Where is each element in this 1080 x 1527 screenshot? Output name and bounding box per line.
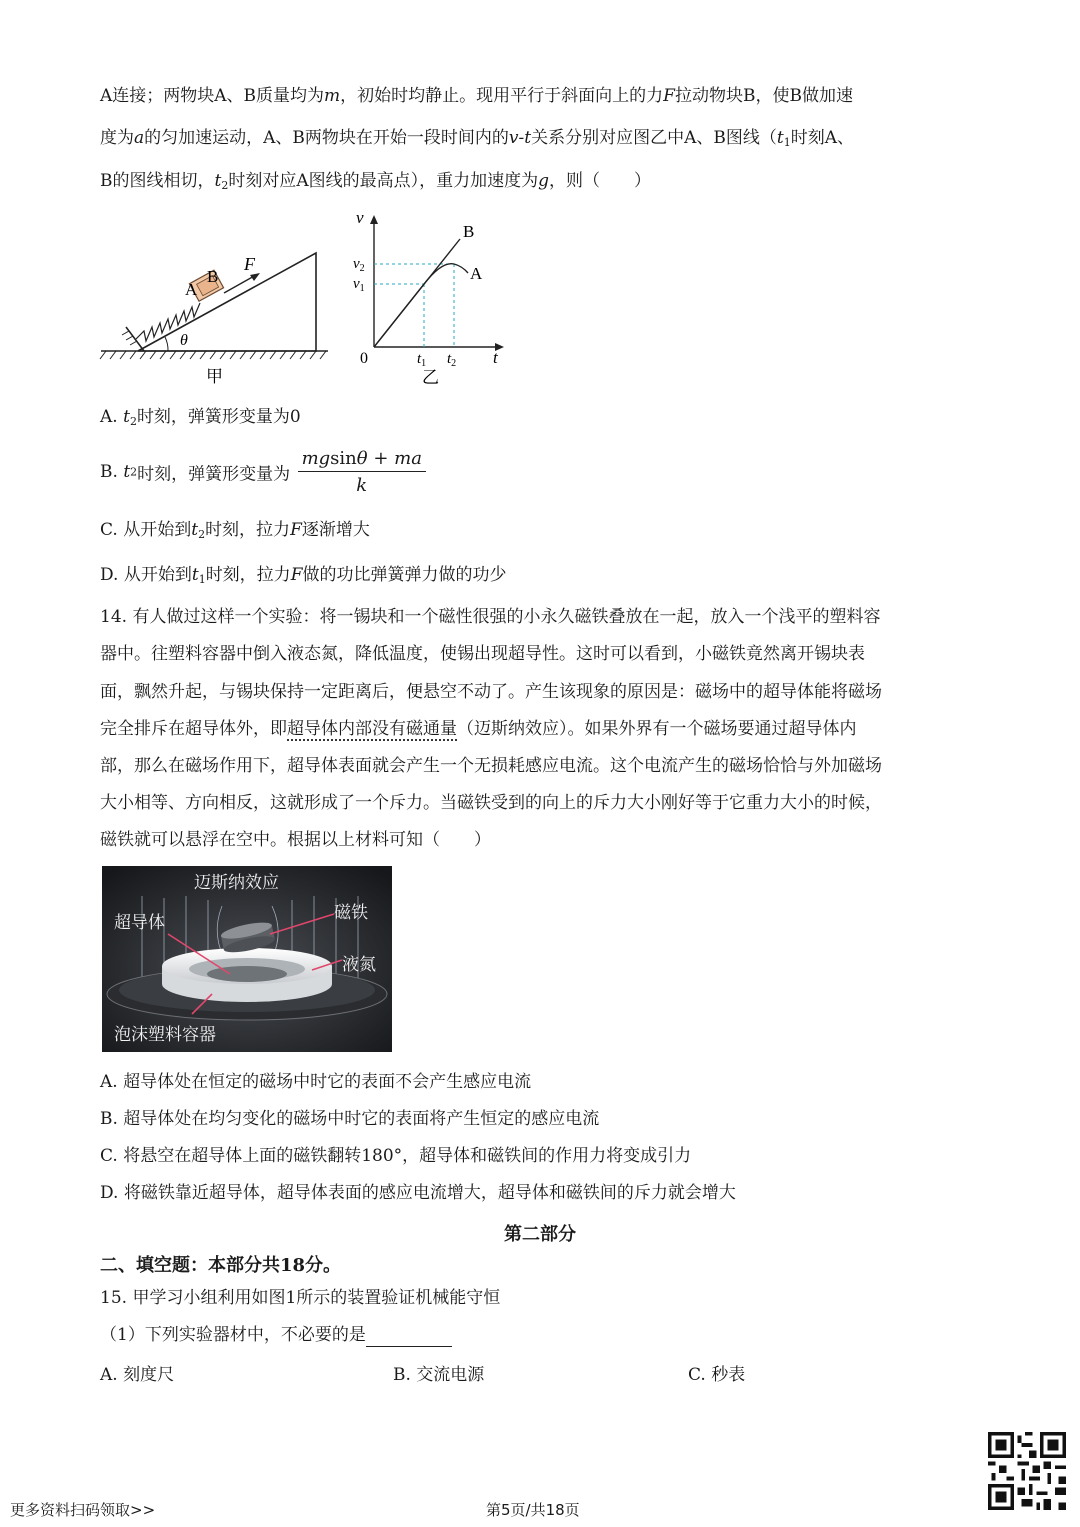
photo-label-container: 泡沫塑料容器 xyxy=(114,1025,216,1045)
q14-option-A: A. 超导体处在恒定的磁场中时它的表面不会产生感应电流 xyxy=(100,1072,532,1092)
q14-option-B: B. 超导体处在均匀变化的磁场中时它的表面将产生恒定的感应电流 xyxy=(100,1109,600,1129)
q14-option-C: C. 将悬空在超导体上面的磁铁翻转180°，超导体和磁铁间的作用力将变成引力 xyxy=(100,1146,692,1166)
q13-option-B: B. t2时刻，弹簧形变量为 $\frac{mgsin\theta + ma}{k}$ xyxy=(100,448,426,496)
q15-option-C: C. 秒表 xyxy=(688,1365,746,1385)
axis-label-t: t xyxy=(493,348,498,367)
figure-incline xyxy=(96,215,336,390)
label-B: B xyxy=(207,267,219,286)
q14-stem-line5: 部，那么在磁场作用下，超导体表面就会产生一个无损耗感应电流。这个电流产生的磁场恰恰与外加磁场 xyxy=(100,756,882,776)
tick-t1: $t_1$ xyxy=(417,351,427,369)
q13-option-D: D. 从开始到$t_1$时刻，拉力F做的功比弹簧弹力做的功少 xyxy=(100,565,507,586)
incline-triangle xyxy=(138,253,316,351)
emphasis-dotted: 超导体内部没有磁通量 xyxy=(287,719,457,739)
dashed-guides xyxy=(374,264,454,347)
q13-stem-line2: 度为a的匀加速运动，A、B两物块在开始一段时间内的v-t关系分别对应图乙中A、B图线（$t_1$时刻A、 xyxy=(100,128,855,149)
tick-v2: $v_2$ xyxy=(353,256,365,274)
force-arrowhead xyxy=(250,273,260,281)
q15-1-stem: （1）下列实验器材中，不必要的是 xyxy=(100,1323,452,1347)
q14-stem-line3: 面，飘然升起，与锡块保持一定距离后，便悬空不动了。产生该现象的原因是：磁场中的超导体能将磁场 xyxy=(100,682,882,702)
q14-stem-line6: 大小相等、方向相反，这就形成了一个斥力。当磁铁受到的向上的斥力大小刚好等于它重力大小的时候， xyxy=(100,793,882,813)
q13-stem-line3: B的图线相切，$t_2$时刻对应A图线的最高点），重力加速度为g，则（ ） xyxy=(100,171,652,192)
q14-stem-line7: 磁铁就可以悬浮在空中。根据以上材料可知（ ） xyxy=(100,830,491,850)
label-theta: θ xyxy=(180,332,188,349)
graph-label-A: A xyxy=(470,264,483,283)
q14-stem-line1: 14. 有人做过这样一个实验：将一锡块和一个磁性很强的小永久磁铁叠放在一起，放入一个浅平的塑料容 xyxy=(100,607,881,627)
section-heading: 二、填空题：本部分共18分。 xyxy=(100,1255,342,1276)
origin-label: 0 xyxy=(360,350,368,367)
part2-title: 第二部分 xyxy=(504,1224,576,1245)
axis-label-v: v xyxy=(356,208,364,227)
label-A: A xyxy=(185,280,198,299)
meissner-effect-photo xyxy=(102,866,392,1052)
graph-label-B: B xyxy=(463,222,475,241)
qr-code-icon[interactable] xyxy=(988,1432,1066,1510)
angle-arc xyxy=(165,337,168,351)
caption-yi: 乙 xyxy=(422,368,439,388)
q14-stem-line4: 完全排斥在超导体外，即超导体内部没有磁通量（迈斯纳效应）。如果外界有一个磁场要通过超导体内 xyxy=(100,719,857,739)
q13-option-C: C. 从开始到$t_2$时刻，拉力F逐渐增大 xyxy=(100,520,370,541)
force-arrow xyxy=(224,275,256,293)
photo-title: 迈斯纳效应 xyxy=(194,873,279,893)
figure-vt-graph xyxy=(350,203,510,388)
q15-option-A: A. 刻度尺 xyxy=(100,1365,175,1385)
formula-fraction: $\frac{mgsin\theta + ma}{k}$ xyxy=(298,448,426,496)
q15-option-B: B. 交流电源 xyxy=(393,1365,485,1385)
label-F: F xyxy=(244,254,255,274)
q15-stem: 15. 甲学习小组利用如图1所示的装置验证机械能守恒 xyxy=(100,1288,501,1308)
q13-stem-line1: A连接；两物块A、B质量均为m，初始时均静止。现用平行于斜面向上的力F拉动物块B，使B做加速 xyxy=(100,86,853,106)
page-number: 第5页/共18页 xyxy=(486,1501,580,1519)
tick-v1: $v_1$ xyxy=(353,276,365,294)
q14-option-D: D. 将磁铁靠近超导体，超导体表面的感应电流增大，超导体和磁铁间的斥力就会增大 xyxy=(100,1183,736,1203)
photo-label-magnet: 磁铁 xyxy=(334,903,368,923)
q13-option-A: A. $t_2$时刻，弹簧形变量为0 xyxy=(100,407,301,428)
ground-hatch xyxy=(100,351,326,359)
caption-jia: 甲 xyxy=(206,367,223,387)
footer-promo[interactable]: 更多资料扫码领取>> xyxy=(10,1501,156,1519)
tick-t2: $t_2$ xyxy=(447,351,457,369)
photo-label-liquid-nitrogen: 液氮 xyxy=(342,955,376,975)
photo-label-superconductor: 超导体 xyxy=(114,913,165,933)
q14-stem-line2: 器中。往塑料容器中倒入液态氮，降低温度，使锡出现超导性。这时可以看到，小磁铁竟然离开锡块表 xyxy=(100,644,865,664)
answer-blank[interactable] xyxy=(366,1328,452,1347)
